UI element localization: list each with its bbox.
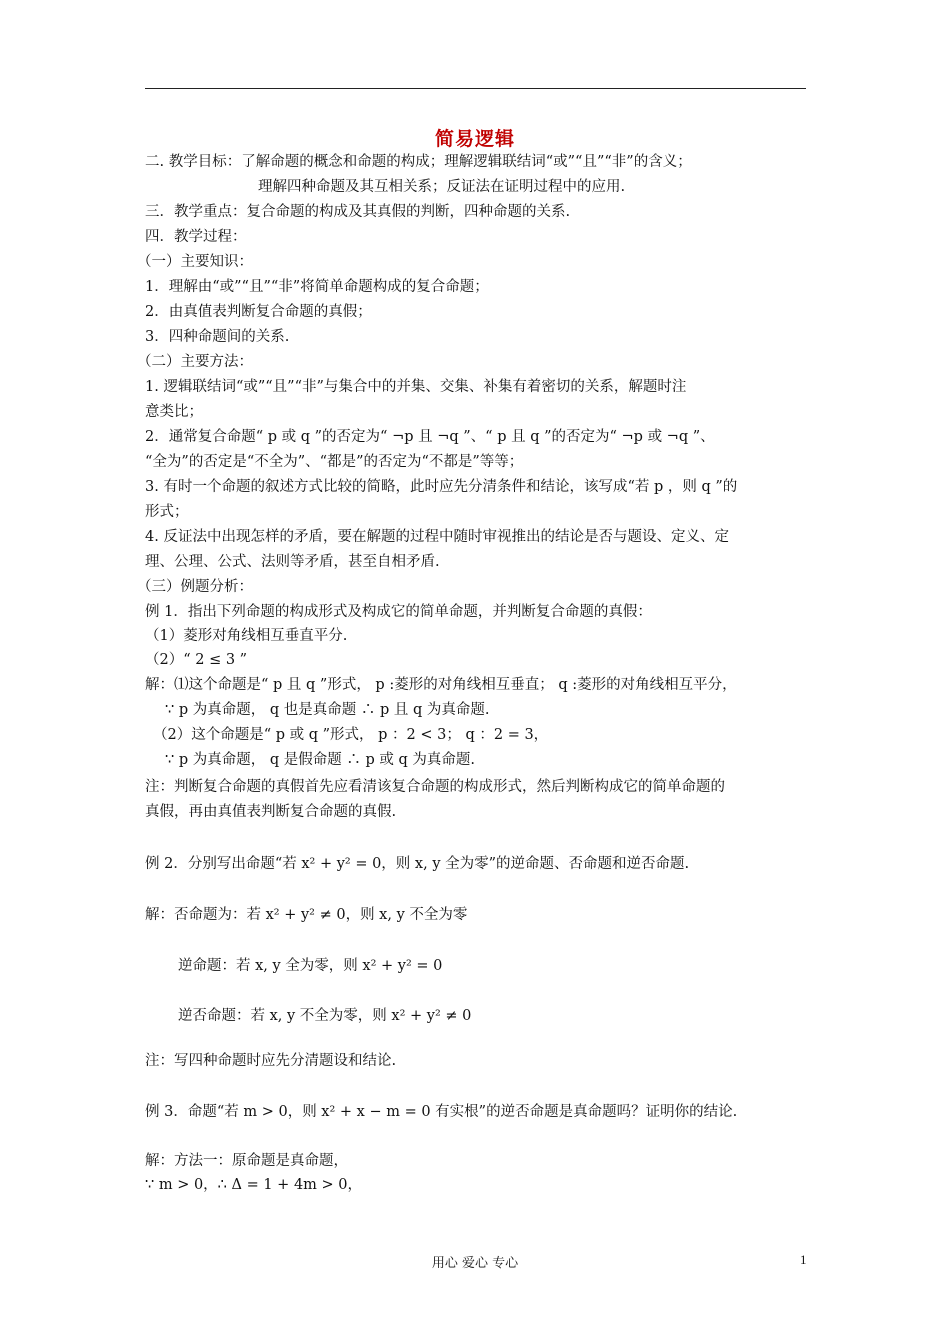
text-line: 例 1．指出下列命题的构成形式及构成它的简单命题，并判断复合命题的真假： [145, 604, 652, 620]
text-line: 四．教学过程： [145, 229, 247, 245]
header-rule [145, 88, 806, 89]
text-line: 形式； [145, 504, 189, 520]
text-line: ∵ p 为真命题， q 是假命题 ∴ p 或 q 为真命题. [165, 752, 475, 768]
text-line: 1．理解由“或”“且”“非”将简单命题构成的复合命题； [145, 279, 489, 295]
text-line: 注：判断复合命题的真假首先应看清该复合命题的构成形式，然后判断构成它的简单命题的 [145, 779, 725, 795]
text-line: 2．通常复合命题“ p 或 q ”的否定为“ ¬p 且 ¬q ”、“ p 且 q ”的否定为“ ¬p 或 ¬q ”、 [145, 429, 715, 445]
text-line: 二. 教学目标：了解命题的概念和命题的构成；理解逻辑联结词“或”“且”“非”的含义； [145, 154, 692, 170]
text-line: （二）主要方法： [137, 354, 253, 370]
text-line: 理、公理、公式、法则等矛盾，甚至自相矛盾. [145, 554, 440, 570]
page-title: 简易逻辑 [434, 128, 515, 150]
text-line: （三）例题分析： [137, 579, 253, 595]
text-line: 例 3．命题“若 m > 0，则 x² + x − m = 0 有实根”的逆否命题是真命题吗？证明你的结论. [145, 1104, 738, 1120]
text-line: （2）“ 2 ≤ 3 ” [145, 652, 248, 668]
text-line: 三．教学重点：复合命题的构成及其真假的判断，四种命题的关系. [145, 204, 571, 220]
text-line: 理解四种命题及其互相关系；反证法在证明过程中的应用. [258, 179, 626, 195]
text-line: 3. 有时一个命题的叙述方式比较的简略，此时应先分清条件和结论，该写成“若 p ，则 q ”的 [145, 479, 738, 495]
text-line: 1. 逻辑联结词“或”“且”“非”与集合中的并集、交集、补集有着密切的关系，解题时注 [145, 379, 687, 395]
text-line: 解：⑴这个命题是“ p 且 q ”形式， p :菱形的对角线相互垂直； q :菱形的对角线相互平分， [145, 677, 737, 693]
text-line: （1）菱形对角线相互垂直平分. [145, 628, 348, 644]
footer-text: 用心 爱心 专心 [431, 1256, 519, 1271]
text-line: （一）主要知识： [137, 254, 253, 270]
text-line: 真假，再由真值表判断复合命题的真假. [145, 804, 397, 820]
text-line: ∵ m > 0，∴ Δ = 1 + 4m > 0， [145, 1177, 363, 1193]
text-line: 意类比； [145, 404, 203, 420]
text-line: （2）这个命题是“ p 或 q ”形式， p ：2 < 3； q ：2 = 3， [153, 727, 549, 743]
text-line: 3．四种命题间的关系. [145, 329, 290, 345]
text-line: 解：方法一：原命题是真命题， [145, 1153, 348, 1169]
text-line: 解：否命题为：若 x² + y² ≠ 0，则 x, y 不全为零 [145, 907, 468, 923]
text-line: 注：写四种命题时应先分清题设和结论. [145, 1053, 397, 1069]
text-line: 逆命题：若 x, y 全为零，则 x² + y² = 0 [178, 958, 443, 974]
page-number: 1 [800, 1252, 807, 1267]
text-line: 4. 反证法中出现怎样的矛盾，要在解题的过程中随时审视推出的结论是否与题设、定义、定 [145, 529, 729, 545]
text-line: 逆否命题：若 x, y 不全为零，则 x² + y² ≠ 0 [178, 1008, 472, 1024]
text-line: “全为”的否定是“不全为”、“都是”的否定为“不都是”等等； [145, 454, 524, 470]
text-line: 2．由真值表判断复合命题的真假； [145, 304, 372, 320]
text-line: 例 2．分别写出命题“若 x² + y² = 0，则 x, y 全为零”的逆命题、否命题和逆否命题. [145, 856, 690, 872]
text-line: ∵ p 为真命题， q 也是真命题 ∴ p 且 q 为真命题. [165, 702, 490, 718]
